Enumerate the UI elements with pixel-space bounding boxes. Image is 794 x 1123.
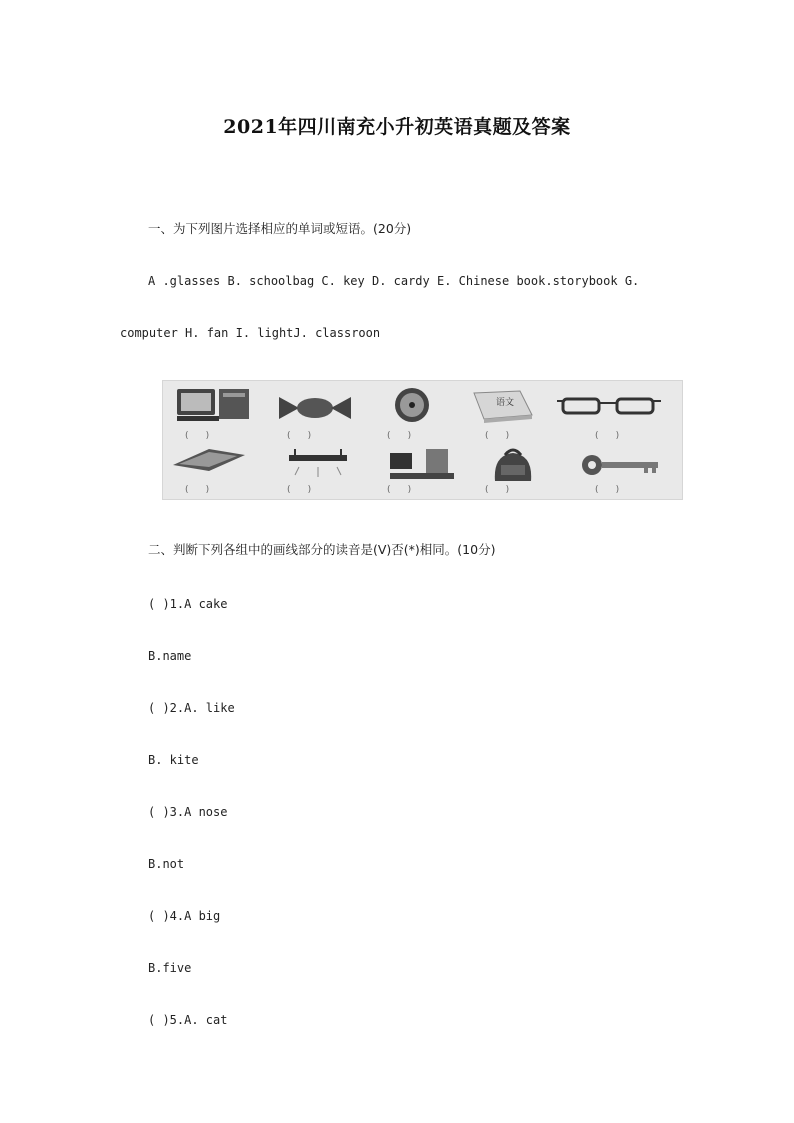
section2-heading: 二、判断下列各组中的画线部分的读音是(V)否(*)相同。(10分) [148,542,496,557]
section1-options-line2: computer H. fan I. lightJ. classroon [120,326,381,340]
question-3-option-a: ( )3.A nose [148,805,228,819]
key-icon [578,451,664,479]
question-1-option-b: B.name [148,649,192,663]
chinese-book-icon [468,387,538,423]
question-4-option-b: B.five [148,961,192,975]
question-3-option-b: B.not [148,857,185,871]
question-2-option-b: B. kite [148,753,199,767]
computer-icon [173,385,253,425]
answer-paren: ( ) [485,485,510,495]
storybook-icon [169,445,249,475]
question-4-option-a: ( )4.A big [148,909,221,923]
answer-paren: ( ) [595,431,620,441]
candy-icon [275,393,355,423]
answer-paren: ( ) [185,431,210,441]
question-2-option-a: ( )2.A. like [148,701,235,715]
section1-heading: 一、为下列图片选择相应的单词或短语。(20分) [148,221,412,236]
schoolbag-icon [485,445,541,485]
question-5-option-a: ( )5.A. cat [148,1013,228,1027]
fan-icon [385,385,439,425]
svg-text:语文: 语文 [496,398,515,408]
classroom-icon [388,447,458,483]
answer-paren: ( ) [287,431,312,441]
section1-options-line1: A .glasses B. schoolbag C. key D. cardy E. Chinese book.storybook G. [148,274,640,288]
question-1-option-a: ( )1.A cake [148,597,228,611]
light-icon [283,447,353,483]
picture-panel [162,380,683,500]
answer-paren: ( ) [387,431,412,441]
glasses-icon [555,391,665,421]
answer-paren: ( ) [387,485,412,495]
answer-paren: ( ) [485,431,510,441]
answer-paren: ( ) [185,485,210,495]
page-title: 2021年四川南充小升初英语真题及答案 [223,116,571,138]
answer-paren: ( ) [595,485,620,495]
answer-paren: ( ) [287,485,312,495]
